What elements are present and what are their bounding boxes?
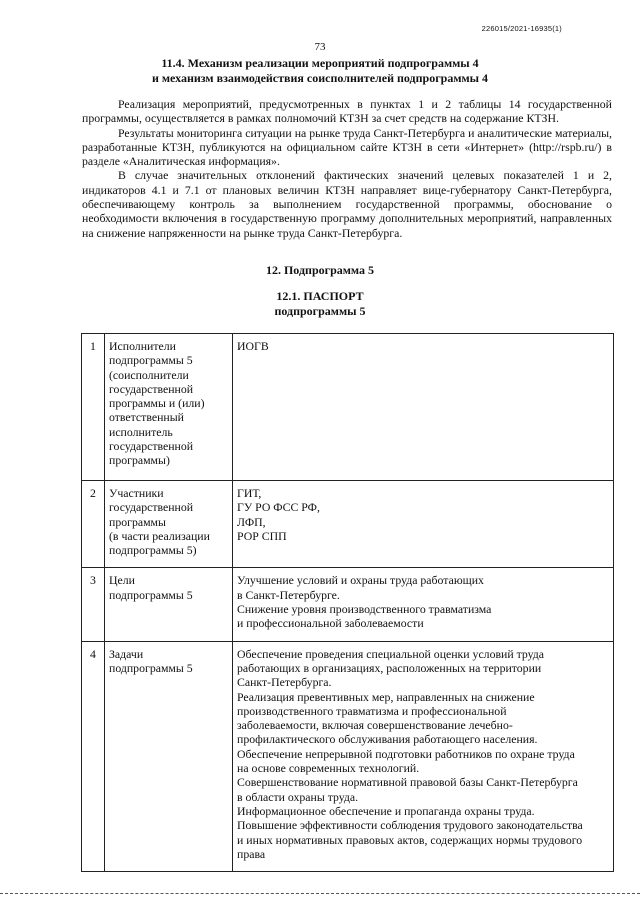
passport-title-line2: подпрограммы 5 — [274, 303, 366, 318]
paragraph: Результаты мониторинга ситуации на рынке труда Санкт-Петербурга и аналитические материалы, разработанные КТЗН, публикуются на официальном сайте КТЗН в сети «Интернет» (http://rspb.ru/) в разделе «Аналитическая информация». — [82, 125, 612, 169]
row-number: 1 — [82, 334, 105, 481]
table-row — [82, 334, 614, 481]
row-value: Обеспечение проведения специальной оценки условий труда работающих в организациях, расположенных на территории Санкт-Петербурга. Реализация превентивных мер, направленных на снижение производственного травматизма и профессиональной заболеваемости, включая совершенствование лечебно- профилактического обслуживания работающего населения. Обеспечение непрерывной подготовки работников по охране труда на основе современных технологий. Совершенствование нормативной правовой базы Санкт-Петербурга в области охраны труда. Информационное обеспечение и пропаганда охраны труда. Повышение эффективности соблюдения трудового законодательства и иных нормативных правовых актов, содержащих нормы трудового права — [233, 641, 614, 871]
table-row — [82, 641, 614, 871]
passport-table — [81, 333, 614, 872]
table-row — [82, 481, 614, 568]
row-value: ИОГВ — [233, 334, 614, 481]
paragraph: В случае значительных отклонений фактических значений целевых показателей 1 и 2, индикаторов 4.1 и 7.1 от плановых величин КТЗН направляет вице-губернатору Санкт-Петербурга, обеспечивающему контроль за выполнением государственной программы, обоснование о необходимости включения в государственную программу дополнительных мероприятий, направленных на снижение напряженности на рынке труда Санкт-Петербурга. — [82, 168, 612, 240]
paragraph: Реализация мероприятий, предусмотренных в пунктах 1 и 2 таблицы 14 государственной программы, осуществляется в рамках полномочий КТЗН за счет средств на содержание КТЗН. — [82, 97, 612, 126]
row-name: Задачи подпрограммы 5 — [105, 641, 233, 871]
page-bottom-edge — [0, 893, 640, 894]
page-number: 73 — [314, 41, 326, 53]
passport-heading — [0, 289, 640, 318]
row-name: Участники государственной программы (в части реализации подпрограммы 5) — [105, 481, 233, 568]
row-number: 2 — [82, 481, 105, 568]
row-value: ГИТ, ГУ РО ФСС РФ, ЛФП, РОР СПП — [233, 481, 614, 568]
row-value: Улучшение условий и охраны труда работающих в Санкт-Петербурге. Снижение уровня производственного травматизма и профессиональной заболеваемости — [233, 568, 614, 641]
section-11-4-body — [82, 97, 612, 240]
row-name: Цели подпрограммы 5 — [105, 568, 233, 641]
row-number: 3 — [82, 568, 105, 641]
row-name: Исполнители подпрограммы 5 (соисполнители государственной программы и (или) ответственный исполнитель государственной программы) — [105, 334, 233, 481]
passport-title-line1: 12.1. ПАСПОРТ — [276, 289, 364, 303]
row-number: 4 — [82, 641, 105, 871]
section-12-heading: 12. Подпрограмма 5 — [265, 263, 375, 277]
document-code: 226015/2021-16935(1) — [481, 24, 562, 33]
section-11-4-title-line2: и механизм взаимодействия соисполнителей подпрограммы 4 — [151, 70, 489, 85]
section-11-4-heading — [0, 56, 640, 85]
table-row — [82, 568, 614, 641]
section-11-4-title-line1: 11.4. Механизм реализации мероприятий подпрограммы 4 — [161, 56, 479, 70]
